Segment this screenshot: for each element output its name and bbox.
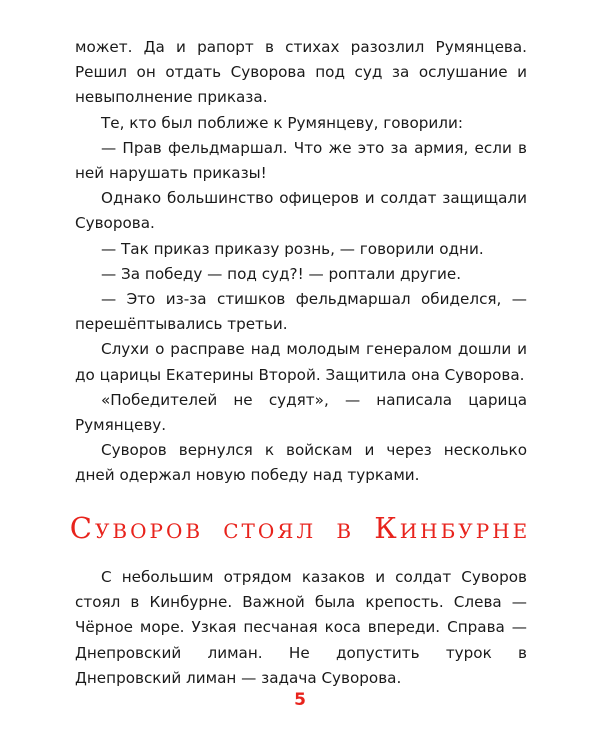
paragraph: — Прав фельдмаршал. Что же это за армия, если в ней нарушать приказы! <box>75 138 527 183</box>
paragraph: «Победителей не судят», — написала царица Румянцеву. <box>75 390 527 435</box>
story-text-top <box>75 35 527 489</box>
paragraph: — Так приказ приказу рознь, — говорили одни. <box>101 239 484 258</box>
paragraph: — За победу — под суд?! — роптали другие. <box>101 264 462 283</box>
page-number: 5 <box>294 690 306 710</box>
paragraph: может. Да и рапорт в стихах разозлил Румянцева. Решил он отдать Суворова под суд за ослушание и невыполнение приказа. <box>75 38 527 107</box>
paragraph: Слухи о расправе над молодым генералом дошли и до царицы Екатерины Второй. Защитила она Суворова. <box>75 340 527 384</box>
paragraph: — Это из-за стишков фельдмаршал обиделся, — перешёптывались третьи. <box>75 290 527 334</box>
paragraph: Однако большинство офицеров и солдат защищали Суворова. <box>75 189 527 233</box>
chapter-title: Суворов стоял в Кинбурне <box>69 511 531 545</box>
paragraph: С небольшим отрядом казаков и солдат Суворов стоял в Кинбурне. Важной была крепость. Слева — Чёрное море. Узкая песчаная коса впереди. Справа — Днепровский лиман. Не допустить турок в Днепровский лиман — задача Суворова. <box>75 568 527 687</box>
paragraph: Суворов вернулся к войскам и через несколько дней одержал новую победу над турками. <box>75 441 527 485</box>
story-text-bottom <box>75 565 527 691</box>
paragraph: Те, кто был поближе к Румянцеву, говорили: <box>101 113 463 132</box>
